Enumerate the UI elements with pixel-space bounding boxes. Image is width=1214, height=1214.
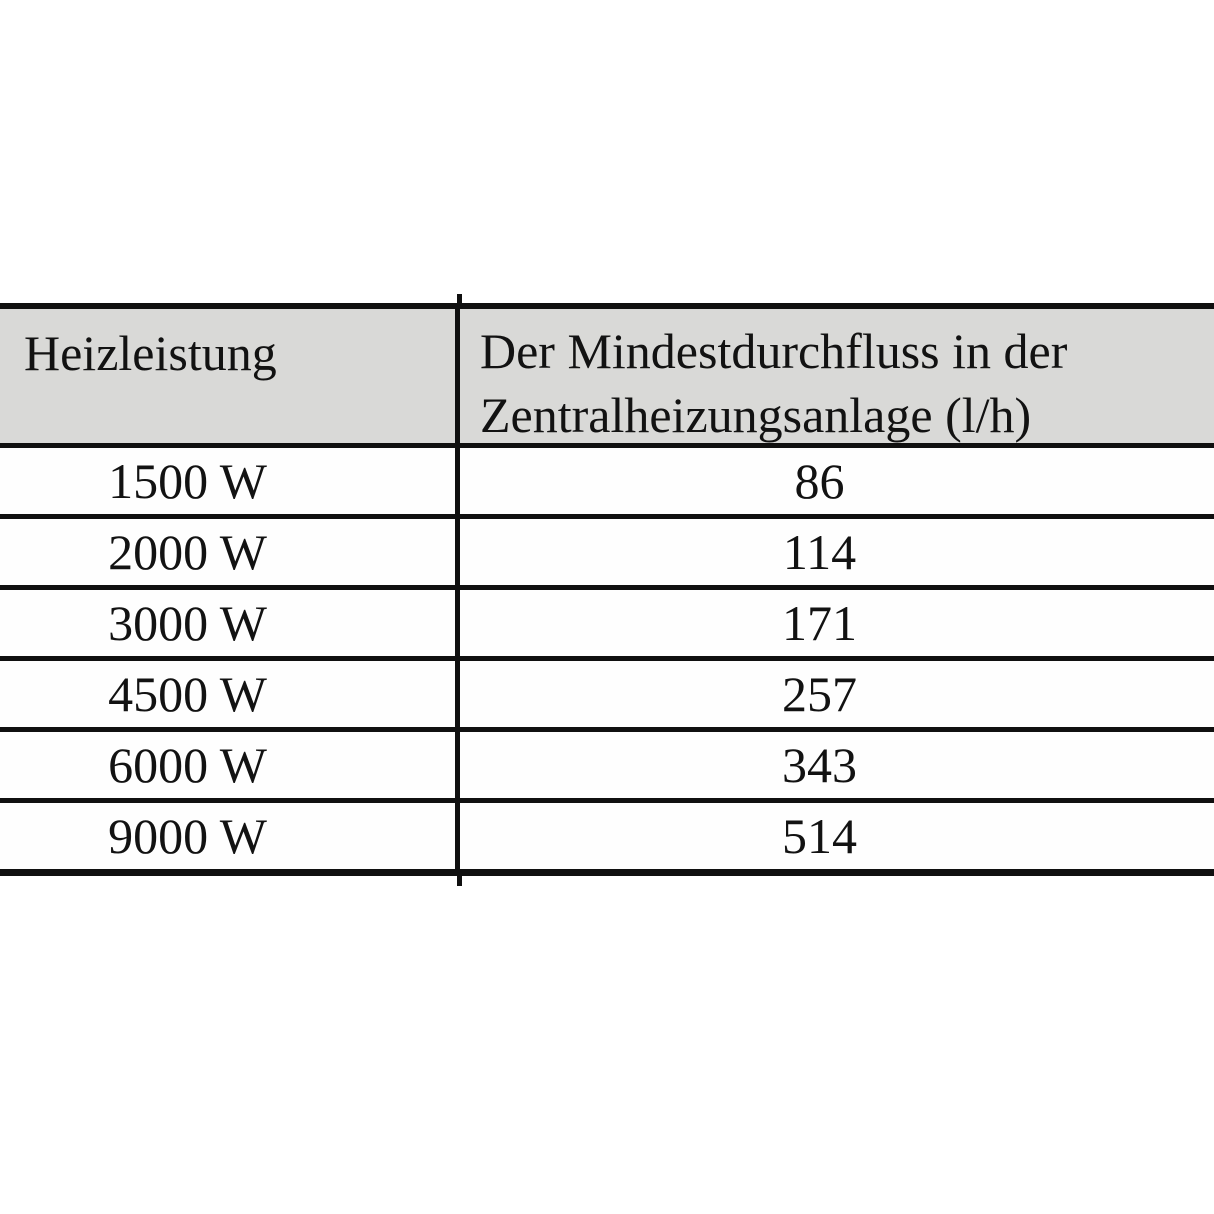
table-row (0, 661, 1214, 732)
power-cell: 4500 W (0, 661, 460, 727)
power-cell: 1500 W (0, 448, 460, 514)
flow-cell: 257 (782, 666, 857, 722)
power-cell: 9000 W (0, 803, 460, 869)
flow-cell: 114 (782, 524, 857, 580)
power-cell: 3000 W (0, 590, 460, 656)
flow-cell: 171 (782, 595, 857, 651)
table-row (0, 803, 1214, 876)
power-cell: 2000 W (0, 519, 460, 585)
flow-cell: 86 (794, 453, 845, 509)
table-row (0, 732, 1214, 803)
table-row (0, 519, 1214, 590)
table-header-row (0, 309, 1214, 448)
flow-cell: 514 (782, 808, 857, 864)
header-mindestdurchfluss-line2: Zentralheizungsanlage (l/h) (480, 387, 1032, 443)
header-mindestdurchfluss-line1: Der Mindestdurchfluss in der (480, 323, 1068, 379)
flow-cell: 343 (782, 737, 857, 793)
table-row (0, 590, 1214, 661)
power-cell: 6000 W (0, 732, 460, 798)
header-heizleistung (0, 309, 460, 443)
table-row (0, 448, 1214, 519)
header-heizleistung-label: Heizleistung (24, 325, 277, 381)
header-mindestdurchfluss (460, 309, 1214, 443)
heizleistung-table (0, 303, 1214, 876)
